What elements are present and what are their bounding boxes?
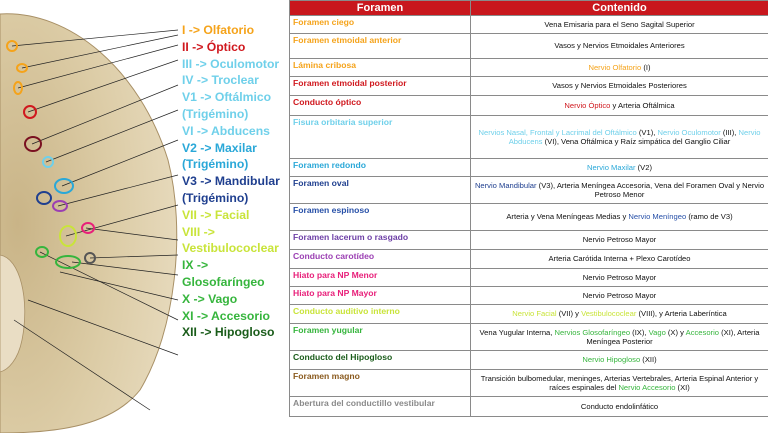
table-row (290, 77, 768, 96)
foramen-name: Foramen oval (290, 177, 471, 204)
foramen-name: Hiato para NP Mayor (290, 287, 471, 305)
table-body (290, 16, 768, 417)
content-segment: (V1), (636, 127, 658, 137)
foramen-content (471, 269, 768, 287)
foramen-name: Foramen espinoso (290, 204, 471, 231)
table-row (290, 96, 768, 116)
content-segment: Nervio Petroso Mayor (582, 290, 657, 300)
content-segment: Arteria y Vena Meníngeas Medias y (506, 212, 629, 222)
content-segment: Nervio Maxilar (587, 162, 636, 172)
table-row (290, 397, 768, 417)
legend-item: I -> Olfatorio (182, 23, 255, 37)
table-row (290, 34, 768, 59)
foramen-content (471, 305, 768, 324)
content-segment: Transición bulbomedular, meninges, Arterias Vertebrales, Arteria Espinal Anterior y raíces espinales del (480, 373, 759, 392)
content-segment: y Arteria Oftálmica (610, 100, 675, 110)
content-segment: (XI), Arteria Meníngea Posterior (586, 327, 760, 346)
foramen-name: Foramen magno (290, 370, 471, 397)
foramen-content (471, 324, 768, 351)
foramen-name: Conducto óptico (290, 96, 471, 116)
foramina-table (289, 0, 768, 417)
foramen-content (471, 159, 768, 177)
foramen-content (471, 16, 768, 34)
legend-item: IX -> Glosofaríngeo (182, 258, 265, 289)
content-segment: (V3), Arteria Meníngea Accesoria, Vena del Foramen Oval y Nervio Petroso Menor (536, 180, 765, 199)
table-row (290, 16, 768, 34)
table-row (290, 250, 768, 269)
content-segment: Conducto endolinfático (580, 401, 659, 411)
foramen-content (471, 231, 768, 250)
content-segment: Nervio Hipogloso (582, 355, 641, 365)
content-segment: (VI), Vena Oftálmica y Raíz simpática del Ganglio Ciliar (542, 137, 731, 146)
legend-item: VI -> Abducens (182, 123, 270, 138)
content-segment: Nervio Óptico (564, 100, 611, 110)
foramen-name: Conducto del Hipogloso (290, 351, 471, 370)
foramen-content (471, 351, 768, 370)
content-segment: (I) (641, 62, 651, 72)
foramen-content (471, 116, 768, 159)
content-segment: (IX), (630, 327, 649, 337)
legend-item: XII -> Hipogloso (182, 325, 275, 340)
foramen-content (471, 370, 768, 397)
content-segment: (III), (720, 127, 739, 137)
table-row (290, 116, 768, 159)
content-segment: Nervios Glosofaríngeo (554, 327, 631, 337)
content-segment: Nervio Meníngeo (628, 212, 687, 222)
header-contenido: Contenido (471, 1, 768, 16)
foramen-content (471, 77, 768, 96)
foramen-name: Foramen etmoidal anterior (290, 34, 471, 59)
content-segment: Nervio Petroso Mayor (582, 272, 657, 282)
content-segment: Nervio Oculomotor (657, 127, 721, 137)
foramen-content (471, 177, 768, 204)
content-segment: Nervio Accesorio (618, 383, 676, 392)
foramen-content (471, 204, 768, 231)
foramen-name: Foramen lacerum o rasgado (290, 231, 471, 250)
legend-item: V3 -> Mandibular (Trigémino) (182, 174, 280, 205)
table-row (290, 370, 768, 397)
table-row (290, 159, 768, 177)
skull-base-illustration (0, 0, 180, 433)
content-segment: Nervio Facial (512, 309, 557, 319)
table-row (290, 269, 768, 287)
foramen-name: Lámina cribosa (290, 59, 471, 77)
legend-item: V1 -> Oftálmico (Trigémino) (182, 90, 272, 121)
content-segment: (V2) (635, 162, 652, 172)
legend-item: VIII -> Vestibulococlear (182, 224, 279, 256)
header-foramen: Foramen (290, 1, 471, 16)
table-row (290, 231, 768, 250)
foramen-name: Foramen redondo (290, 159, 471, 177)
legend-item: IV -> Troclear (182, 73, 259, 88)
content-segment: (X) y (665, 327, 686, 337)
content-segment: Vasos y Nervios Etmoidales Posteriores (552, 81, 687, 91)
table-row (290, 305, 768, 324)
content-segment: (ramo de V3) (686, 212, 733, 222)
foramen-name: Foramen etmoidal posterior (290, 77, 471, 96)
table-row (290, 59, 768, 77)
legend-item: III -> Oculomotor (182, 56, 280, 71)
content-segment: Nervio Mandibular (474, 180, 537, 190)
content-segment: Arteria Carótida Interna + Plexo Carotídeo (548, 254, 691, 264)
foramen-name: Conducto auditivo interno (290, 305, 471, 324)
foramen-name: Hiato para NP Menor (290, 269, 471, 287)
legend-item: VII -> Facial (182, 207, 250, 222)
cranial-nerves-legend (182, 22, 288, 341)
legend-item: X -> Vago (182, 291, 238, 306)
foramen-content (471, 34, 768, 59)
table-row (290, 204, 768, 231)
foramen-name: Foramen ciego (290, 16, 471, 34)
content-segment: (XII) (640, 355, 657, 365)
foramen-name: Foramen yugular (290, 324, 471, 351)
foramen-content (471, 287, 768, 305)
content-segment: Nervios Nasal, Frontal y Lacrimal del Oftálmico (478, 127, 637, 137)
table-row (290, 351, 768, 370)
table-header-row (290, 1, 768, 16)
foramen-content (471, 397, 768, 417)
content-segment: (XI) (675, 383, 690, 392)
content-segment: Nervio Abducens (508, 127, 761, 146)
content-segment: Vago (648, 327, 666, 337)
legend-item: XI -> Accesorio (182, 308, 270, 323)
foramen-content (471, 59, 768, 77)
foramen-name: Conducto carotídeo (290, 250, 471, 269)
content-segment: Vena Emisaria para el Seno Sagital Superior (544, 19, 695, 29)
foramen-content (471, 250, 768, 269)
content-segment: Vasos y Nervios Etmoidales Anteriores (554, 41, 685, 51)
content-segment: (VIII), y Arteria Laberíntica (636, 309, 727, 319)
content-segment: Nervio Petroso Mayor (582, 235, 657, 245)
content-segment: Accesorio (685, 327, 719, 337)
content-segment: (VII) y (556, 309, 582, 319)
legend-item: II -> Óptico (182, 39, 246, 54)
content-segment: Vestibulococlear (581, 309, 637, 319)
foramen-content (471, 96, 768, 116)
foramen-name: Fisura orbitaria superior (290, 116, 471, 159)
content-segment: Nervio Olfatorio (588, 62, 642, 72)
table-row (290, 177, 768, 204)
foramen-name: Abertura del conductillo vestibular (290, 397, 471, 417)
table-row (290, 324, 768, 351)
content-segment: Vena Yugular Interna, (479, 327, 555, 337)
table-row (290, 287, 768, 305)
foramina-table-container (289, 0, 768, 433)
legend-item: V2 -> Maxilar (Trigémino) (182, 140, 257, 172)
